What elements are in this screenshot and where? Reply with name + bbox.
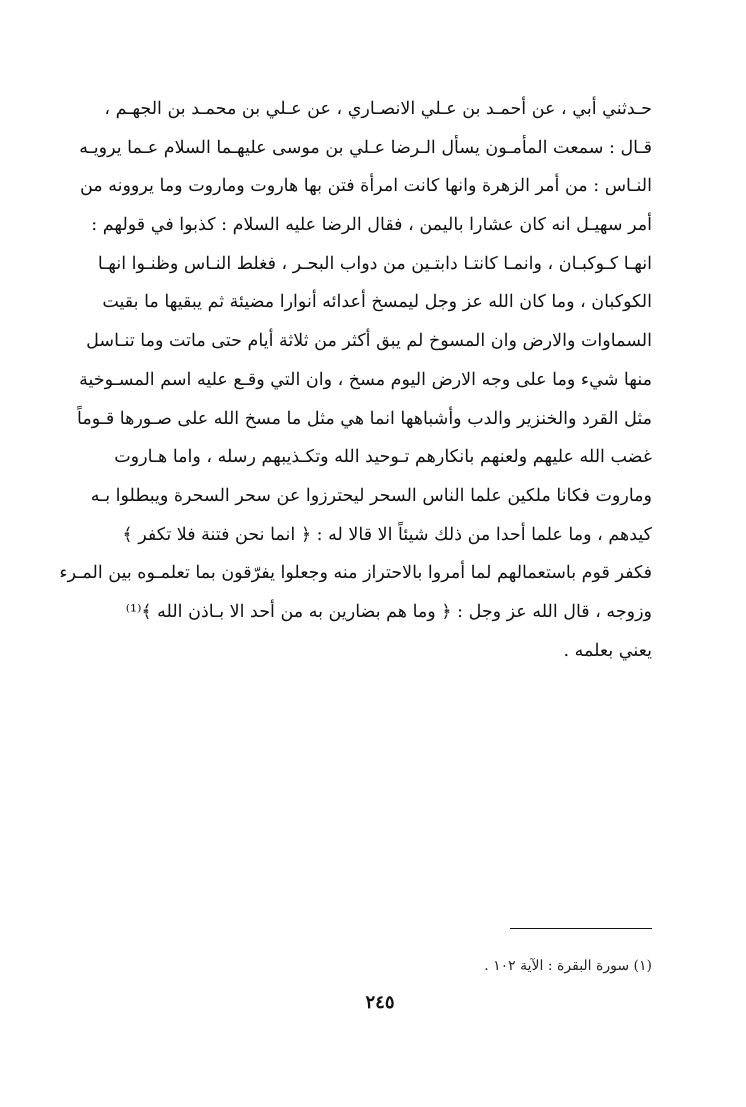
text-line-3: النـاس : من أمر الزهرة وانها كانت امرأة فتن بها هاروت وماروت وما يروونه من: [79, 176, 652, 197]
text-line-15: يعني بعلمه .: [563, 640, 652, 661]
text-line-13: فكفر قوم باستعمالهم لما أمروا بالاحتراز منه وجعلوا يفرّقون بما تعلمـوه بين المـرء: [59, 563, 652, 584]
text-line-7: السماوات والارض وان المسوخ لم يبق أكثر من ثلاثة أيام حتى ماتت وما تنـاسل: [86, 331, 652, 352]
text-line-2: قـال : سمعت المأمـون يسأل الـرضا عـلي بن موسى عليهـما السلام عـما يرويـه: [79, 137, 652, 158]
page-number: ٢٤٥: [365, 992, 395, 1013]
text-line-1: حـدثني أبي ، عن أحمـد بن عـلي الانصـاري ، عن عـلي بن محمـد بن الجهـم ،: [104, 99, 652, 119]
text-line-9: مثل القرد والخنزير والدب وأشباهها انما هي مثل ما مسخ الله على صـورها قـوماً: [76, 408, 652, 429]
footnote-separator: [510, 928, 652, 929]
text-line-11: وماروت فكانا ملكين علما الناس السحر ليحترزوا عن سحر السحرة ويبطلوا بـه: [90, 485, 652, 506]
footnote: (١) سورة البقرة : الآية ١٠٢ .: [484, 958, 652, 974]
text-line-12: كيدهم ، وما علما أحدا من ذلك شيئاً الا قالا له : ﴿ انما نحن فتنة فلا تكفر ﴾: [122, 524, 652, 545]
main-text-block: [59, 90, 652, 670]
text-line-14: وزوجه ، قال الله عز وجل : ﴿ وما هم بضارين به من أحد الا بـاذن الله ﴾⁽¹⁾: [125, 601, 652, 622]
text-line-6: الكوكبان ، وما كان الله عز وجل ليمسخ أعدائه أنوارا مضيئة ثم يبقيها ما بقيت: [102, 292, 652, 313]
text-line-4: أمر سهيـل انه كان عشارا باليمن ، فقال الرضا عليه السلام : كذبوا في قولهم :: [91, 215, 652, 236]
text-line-8: منها شيء وما على وجه الارض اليوم مسخ ، وان التي وقـع عليه اسم المسـوخية: [79, 369, 652, 390]
text-line-10: غضب الله عليهم ولعنهم بانكارهم تـوحيد الله وتكـذيبهم رسله ، واما هـاروت: [114, 447, 652, 468]
text-line-5: انهـا كـوكبـان ، وانمـا كانتـا دابتـين من دواب البحـر ، فغلط النـاس وظنـوا انهـا: [97, 253, 652, 274]
